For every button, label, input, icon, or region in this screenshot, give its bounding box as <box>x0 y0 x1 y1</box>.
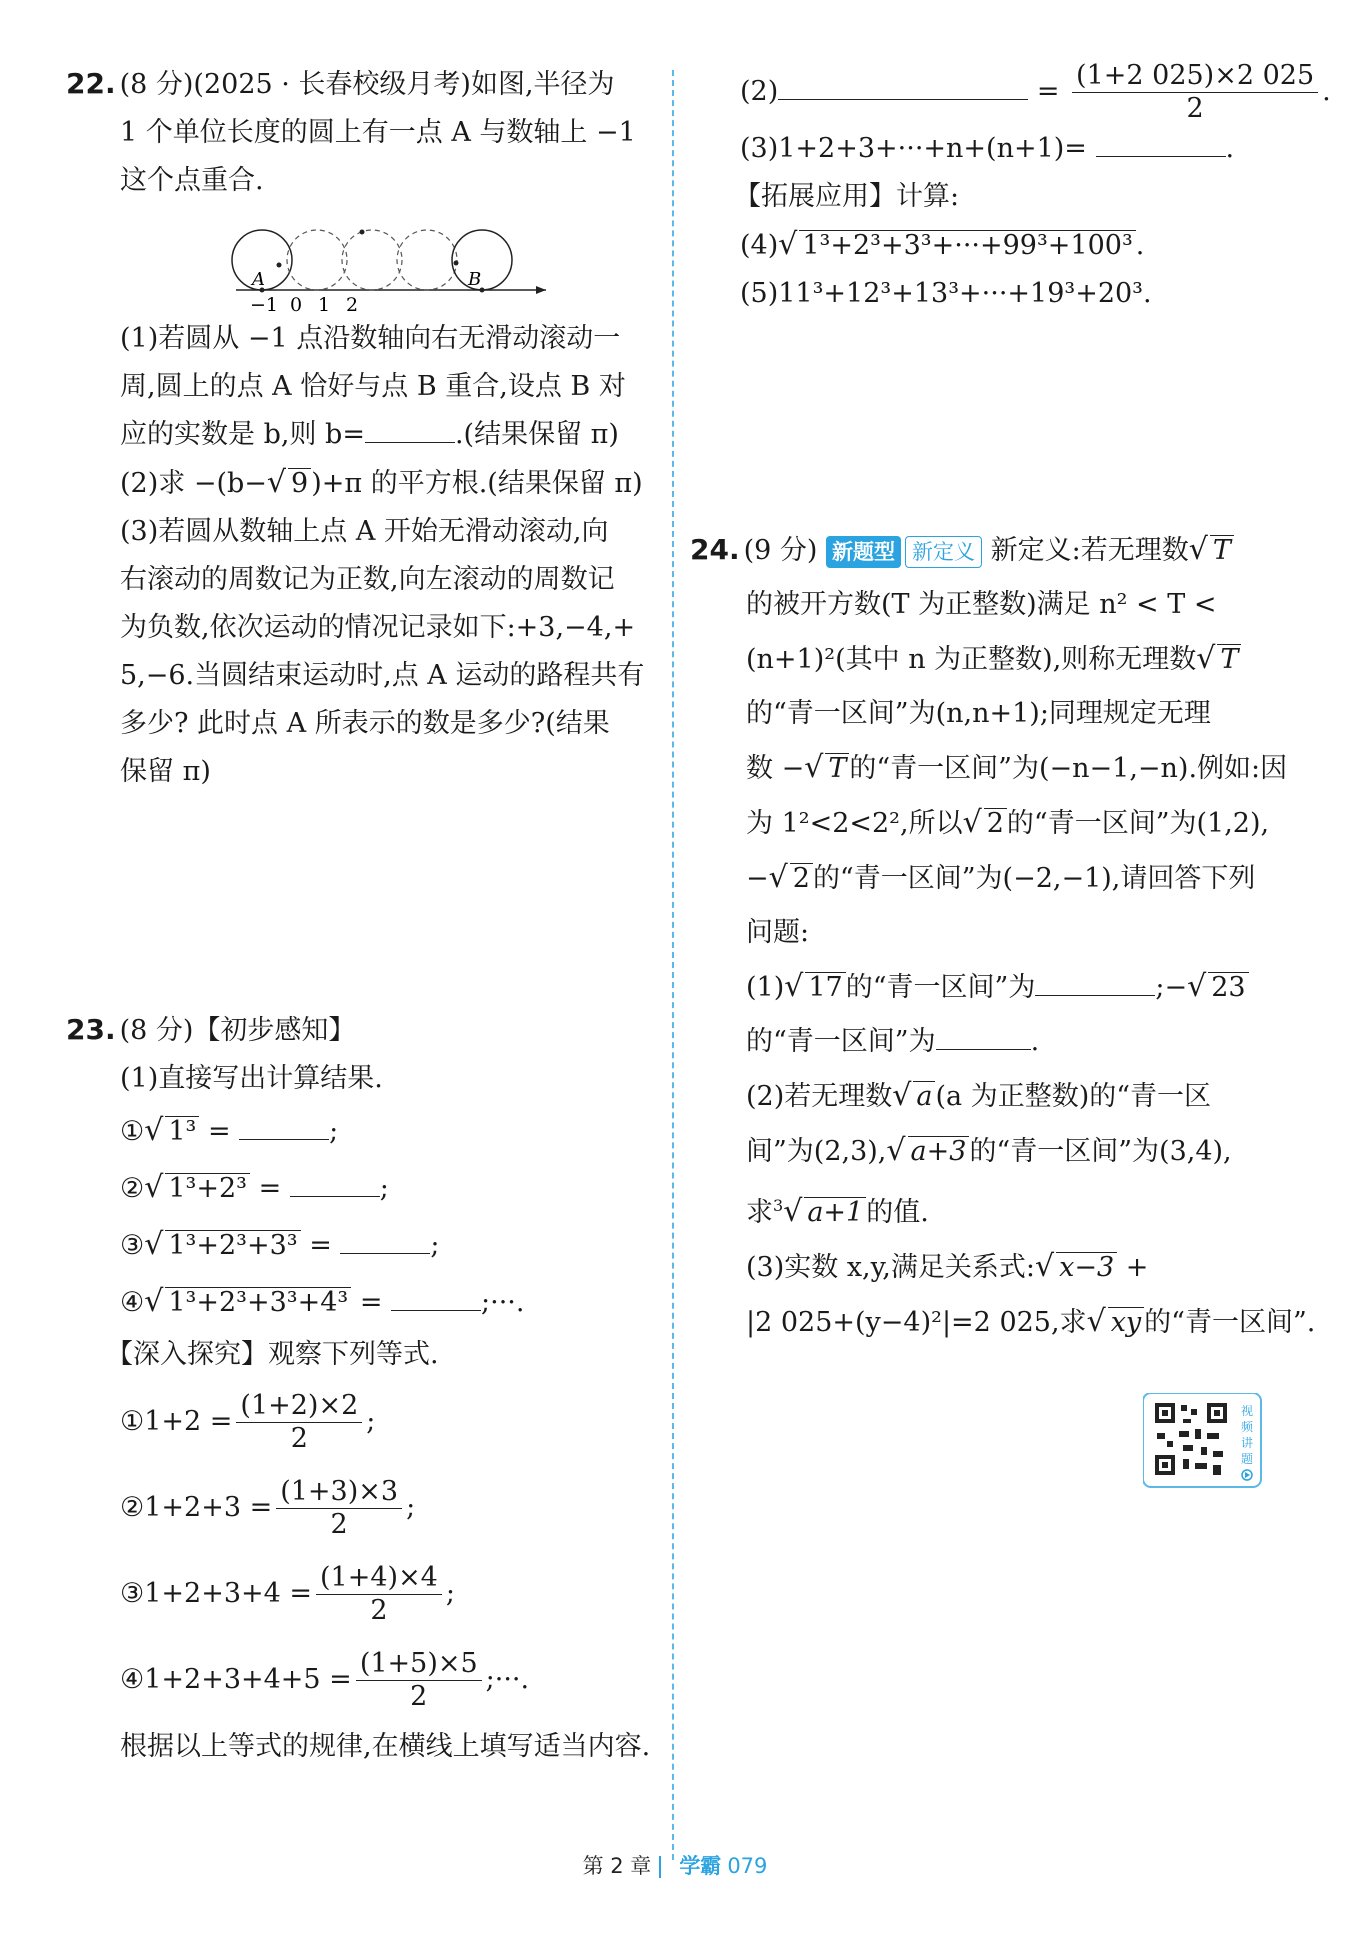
fraction: $\frac{(1+4)\times 4}{2}$ <box>316 1562 442 1627</box>
q23-r3: (3)1+2+3+···+n+(n+1)= . <box>740 125 1290 173</box>
cube-root-icon: √ <box>783 1194 803 1229</box>
q24-p2-line-2: 间”为(2,3),√ a+3 的“青一区间”为(3,4), <box>746 1133 1232 1168</box>
q24-line-7: −√ 2 的“青一区间”为(−2,−1),请回答下列 <box>746 860 1256 895</box>
q23-item-4: ④√ 1³+2³+3³+4³ = ;···. <box>120 1284 525 1319</box>
sqrt-icon: √ <box>266 465 287 500</box>
answer-blank[interactable] <box>391 1284 481 1311</box>
question-23-continued <box>690 60 1331 318</box>
sqrt-icon: √ <box>144 1227 164 1262</box>
q23-r4: (4)√ 1³+2³+3³+···+99³+100³ . <box>740 227 1145 262</box>
q23-eq-2: ②1+2+3 = $\frac{(1+3)\times 3}{2}$ ; <box>120 1476 416 1540</box>
q22-p1-line-1: (1)若圆从 −1 点沿数轴向右无滑动滚动一 <box>120 323 621 354</box>
fraction: $\frac{(1+5)\times 5}{2}$ <box>356 1648 482 1713</box>
chapter-label: 第 2 章 <box>582 1854 652 1878</box>
sqrt-icon: √ <box>778 227 798 262</box>
tick-2: 2 <box>346 294 359 315</box>
number-line-figure <box>66 205 670 315</box>
q23-item-2: ②√ 1³+2³ = ; <box>120 1170 389 1205</box>
q22-p3-line-5: 多少? 此时点 A 所表示的数是多少?(结果 <box>120 708 610 739</box>
q24-line-2: 的被开方数(T 为正整数)满足 n² < T < <box>746 589 1217 620</box>
question-23 <box>66 1006 670 1771</box>
svg-text:讲: 讲 <box>1240 1436 1254 1450</box>
video-explanation-qr[interactable] <box>1143 1393 1263 1489</box>
sqrt-icon: √ <box>1188 532 1208 567</box>
sqrt-icon: √ <box>962 805 982 840</box>
question-22 <box>66 60 670 796</box>
answer-blank[interactable] <box>239 1113 329 1140</box>
q23-ext: 【拓展应用】计算: <box>734 181 960 212</box>
fraction: $\frac{(1+2 025)\times 2 025}{2}$ <box>1072 60 1318 125</box>
answer-blank-b[interactable] <box>365 416 455 443</box>
tick-1: 1 <box>318 294 331 315</box>
answer-blank[interactable] <box>778 73 1028 100</box>
q24-line-5: 数 −√ T 的“青一区间”为(−n−1,−n).例如:因 <box>746 750 1288 785</box>
left-column <box>66 60 670 1771</box>
sqrt-icon: √ <box>1196 641 1216 676</box>
sqrt-icon: √ <box>804 750 824 785</box>
q24-p1a: (1)√ 17 的“青一区间”为 ;−√ 23 <box>690 960 1290 1015</box>
label-a: A <box>252 269 265 290</box>
sqrt-icon: √ <box>886 1133 906 1168</box>
q24-p3-line-2: |2 025+(y−4)²|=2 025,求√ xy 的“青一区间”. <box>746 1304 1316 1339</box>
answer-blank[interactable] <box>936 1023 1031 1050</box>
sqrt-icon: √ <box>144 1284 164 1319</box>
answer-blank[interactable] <box>1096 130 1226 157</box>
tick-0: 0 <box>290 294 303 315</box>
q23-eq-3: ③1+2+3+4 = $\frac{(1+4)\times 4}{2}$ ; <box>120 1562 455 1626</box>
q23-p1: (1)直接写出计算结果. <box>120 1063 383 1094</box>
q22-line-1: (8 分)(2025 · 长春校级月考)如图,半径为 <box>119 69 615 100</box>
q23-r5: (5)11³+12³+13³+···+19³+20³. <box>740 278 1152 309</box>
q24-line-6: 为 1²<2<2²,所以√ 2 的“青一区间”为(1,2), <box>746 805 1270 840</box>
sqrt-icon: √ <box>784 969 804 1004</box>
svg-text:视: 视 <box>1240 1404 1254 1418</box>
q22-p1-tail: .(结果保留 π) <box>454 419 619 450</box>
q24-p2-line-1: (2)若无理数√ a (a 为正整数)的“青一区 <box>746 1078 1212 1113</box>
q23-head: (8 分)【初步感知】 <box>119 1015 356 1046</box>
q22-p3-line-4: 5,−6.当圆结束运动时,点 A 运动的路程共有 <box>120 660 645 691</box>
qr-code-icon <box>1143 1393 1263 1489</box>
question-24: 24. (9 分) 新题型 新定义 新定义:若无理数√ T 的被开方数(T 为正整数)满足 n² < T < (n+1)²(其中 n 为正整数),则称无理数√ T 的“青一区间”为(n,n+1);同理规定无理 数 −√ T 的“青一区间”为(−n−1,−n).例如:因 为 1²<2<2²,所以√ 2 的“青一区间”为(1,2), −√ 2 的“青一区间”为(−2,−1),请回答下列 问题: (1)√ 17 的“青一区间”为 ;−√ 23 的“青一区间”为 . (2)若无理数√ a (a 为正整数)的“青一区 间”为(2,3),√ a+3 的“青一区间”为(3,4), 求$^3$√ a+1 的值. (3)实数 x,y,满足关系式:√ x−3 + |2 025+(y−4)²|=2 025,求√ xy 的“青一区间”. <box>690 523 1290 1350</box>
tick-neg1: −1 <box>250 294 279 315</box>
sqrt-icon: √ <box>768 860 788 895</box>
q24-line-3: (n+1)²(其中 n 为正整数),则称无理数√ T <box>690 632 1290 687</box>
sqrt-icon: √ <box>144 1170 164 1205</box>
fraction: $\frac{(1+2)\times 2}{2}$ <box>236 1390 362 1455</box>
q23-item-1: ①√ 1³ = ; <box>120 1113 339 1148</box>
svg-text:频: 频 <box>1240 1420 1254 1434</box>
q22-p3-line-2: 右滚动的周数记为正数,向左滚动的周数记 <box>120 564 615 595</box>
right-column <box>690 60 1331 1350</box>
q24-p3-line-1: (3)实数 x,y,满足关系式:√ x−3 + <box>746 1249 1149 1284</box>
new-definition-badge: 新定义 <box>905 536 982 568</box>
footer-separator <box>659 1856 661 1878</box>
q22-p1-line-2: 周,圆上的点 A 恰好与点 B 重合,设点 B 对 <box>120 371 626 402</box>
q22-p2-radicand: 9 <box>288 468 311 499</box>
answer-blank[interactable] <box>340 1227 430 1254</box>
q23-deep: 【深入探究】观察下列等式. <box>106 1339 439 1370</box>
q24-line-4: 的“青一区间”为(n,n+1);同理规定无理 <box>746 698 1211 729</box>
brand-label: 学霸 <box>679 1854 722 1878</box>
q24-p1b: 的“青一区间”为 . <box>690 1015 1290 1069</box>
q22-p2-tail: )+π 的平方根.(结果保留 π) <box>311 468 643 499</box>
sqrt-icon: √ <box>1187 969 1207 1004</box>
question-number: 22. <box>66 67 116 100</box>
q23-eq-1: ①1+2 = $\frac{(1+2)\times 2}{2}$ ; <box>120 1390 376 1454</box>
q22-line-2: 1 个单位长度的圆上有一点 A 与数轴上 −1 <box>120 117 636 148</box>
q22-p2-head: (2)求 −(b− <box>120 468 267 499</box>
page-number: 079 <box>727 1854 768 1878</box>
sqrt-icon: √ <box>1086 1304 1106 1339</box>
fraction: $\frac{(1+3)\times 3}{2}$ <box>276 1476 402 1541</box>
q24-p2-line-3: 求$^3$√ a+1 的值. <box>746 1194 929 1229</box>
sqrt-icon: √ <box>892 1078 912 1113</box>
column-divider <box>672 70 674 1860</box>
q23-last: 根据以上等式的规律,在横线上填写适当内容. <box>120 1731 651 1762</box>
answer-blank[interactable] <box>1035 969 1155 996</box>
new-question-type-badge: 新题型 <box>826 536 901 568</box>
q22-p3-line-1: (3)若圆从数轴上点 A 开始无滑动滚动,向 <box>120 516 609 547</box>
question-number: 23. <box>66 1013 116 1046</box>
q22-p1-line-3: 应的实数是 b,则 b= <box>120 419 365 450</box>
q22-line-3: 这个点重合. <box>120 165 264 196</box>
rolling-circle-diagram <box>66 205 670 315</box>
q22-p3-line-6: 保留 π) <box>120 756 211 787</box>
q22-p3-line-3: 为负数,依次运动的情况记录如下:+3,−4,+ <box>120 612 636 643</box>
svg-text:题: 题 <box>1240 1452 1254 1466</box>
q23-eq-4: ④1+2+3+4+5 = $\frac{(1+5)\times 5}{2}$ ;···. <box>120 1648 530 1712</box>
question-number: 24. <box>690 533 740 566</box>
sqrt-icon: √ <box>144 1113 164 1148</box>
label-b: B <box>468 269 482 290</box>
q24-line-8: 问题: <box>746 917 810 948</box>
sqrt-icon: √ <box>1034 1249 1055 1284</box>
page-footer <box>0 1850 1350 1880</box>
q23-item-3: ③√ 1³+2³+3³ = ; <box>120 1227 440 1262</box>
q23-r2: (2) = $\frac{(1+2 025)\times 2 025}{2}$ . <box>740 60 1331 124</box>
answer-blank[interactable] <box>290 1170 380 1197</box>
